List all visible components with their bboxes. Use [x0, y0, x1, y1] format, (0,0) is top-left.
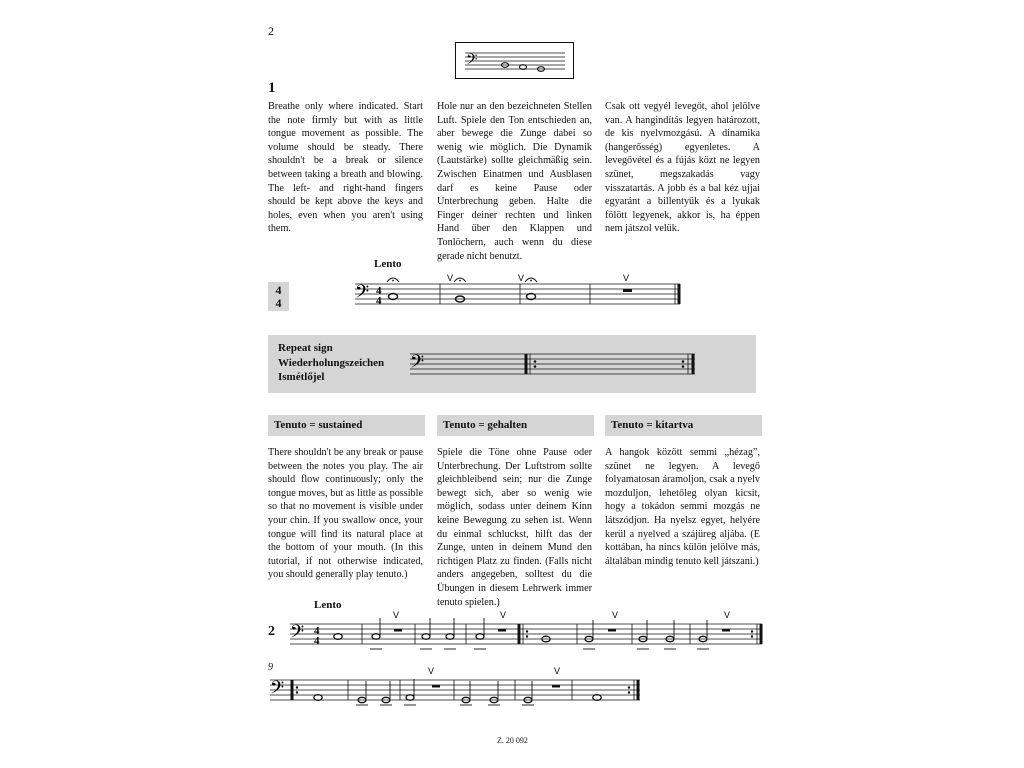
breath-mark: V: [724, 610, 731, 620]
exercise2-staff-system1: [290, 608, 770, 658]
breath-mark: V: [623, 273, 630, 283]
tenuto-hungarian: A hangok között semmi „hézag”, szünet ne legyen. A levegő folyamatosan áramoljon, csak a nyelv mozduljon, lehetőleg olyan kicsit, hogy a tokádon semmi mozgás ne látszódjon. Ha nyelsz egyet, helyére kerül a nyelved a szájüreg aljába. (E kottában, ha nincs külön jelölve más, általában mindig tenuto kell játszani.): [605, 447, 760, 567]
svg-text:𝄢: 𝄢: [290, 622, 305, 647]
range-staff-box: [455, 42, 575, 82]
svg-text:𝄢: 𝄢: [410, 352, 425, 377]
breath-mark: V: [500, 610, 507, 620]
exercise-number: 1: [268, 80, 276, 96]
repeat-sign-english: Repeat sign: [278, 342, 333, 354]
page-number: 2: [268, 24, 274, 38]
svg-text:𝄢: 𝄢: [466, 51, 478, 72]
breath-mark: V: [554, 666, 561, 676]
catalog-number: Z. 20 092: [497, 736, 528, 745]
breath-mark: V: [393, 610, 400, 620]
tenuto-heading-german: Tenuto = gehalten: [437, 415, 594, 436]
exercise1-staff: [355, 265, 755, 325]
exercise1-tempo: Lento: [374, 258, 402, 270]
breath-mark: V: [612, 610, 619, 620]
exercise2-number: 2: [268, 624, 275, 639]
svg-text:4: 4: [376, 285, 382, 297]
exercise2-staff-system2: [270, 666, 670, 716]
repeat-sign-hungarian: Ismétlőjel: [278, 371, 325, 383]
intro-english: Breathe only where indicated. Start the note firmly but with as little tongue movement as possible. The volume should be steady. There shouldn't be a break or silence between taking a breath and blowing. The left- and right-hand fingers should be kept above the keys and holes, even when you aren't using them.: [268, 101, 423, 235]
breath-mark: V: [447, 273, 454, 283]
tenuto-heading-hungarian: Tenuto = kitartva: [605, 415, 762, 436]
time-signature-box: [268, 282, 289, 311]
svg-text:4: 4: [314, 625, 320, 637]
svg-text:4: 4: [314, 635, 320, 647]
breath-mark: V: [428, 666, 435, 676]
svg-text:𝄢: 𝄢: [355, 282, 370, 307]
exercise2-tempo: Lento: [314, 599, 342, 611]
breath-mark: V: [518, 273, 525, 283]
tenuto-german: Spiele die Töne ohne Pause oder Unterbrechung. Der Luftstrom sollte gleichbleibend sein; nur die Zunge bewegt sich, aber so wenig wie möglich, sodass unter deinem Kinn keine Bewegung zu sehen ist. Wenn du einmal schluckst, hilft das der Zunge, unten in deinem Mund den richtigen Platz zu finden. (Falls nicht anders angegeben, solltest du die Übungen in diesem Lehrwerk immer tenuto spielen.): [437, 447, 592, 608]
svg-text:4: 4: [376, 295, 382, 307]
intro-hungarian: Csak ott vegyél levegőt, ahol jelölve van. A hangindítás legyen határozott, de kis nyelvmozgású. A dinamika (hangerősség) egyenletes. A levegővétel és a fújás közt ne legyen szünet, megszakadás vagy visszatartás. A jobb és a bal kéz ujjai egyaránt a billentyűk és a lyukak fölött legyenek, akkor is, ha éppen nem játszol velük.: [605, 101, 760, 235]
svg-text:𝄢: 𝄢: [270, 678, 285, 703]
time-sig-top: 4: [275, 283, 282, 297]
time-sig-bottom: 4: [275, 296, 282, 310]
intro-german: Hole nur an den bezeichneten Stellen Luft. Spiele den Ton entschieden an, aber bewege die Zunge dabei so wenig wie möglich. Die Dynamik (Lautstärke) sollte gleichmäßig sein. Zwischen Einatmen und Ausblasen darf es keine Pause oder Unterbrechung geben. Halte die Finger deiner rechten und linken Hand über den Klappen und Tonlöchern, auch wenn du diese gerade nicht benutzt.: [437, 101, 592, 262]
tenuto-heading-english: Tenuto = sustained: [268, 415, 425, 436]
tenuto-english: There shouldn't be any break or pause between the notes you play. The air should flow continuously; only the tongue moves, but as little as possible so that no movement is visible under your chin. If you swallow once, your tongue will find its natural place at the bottom of your mouth. (In this tutorial, if not otherwise indicated, you should generally play tenuto.): [268, 447, 423, 581]
repeat-sign-german: Wiederholungszeichen: [278, 356, 385, 369]
repeat-sign-labels: [278, 341, 384, 385]
repeat-sign-staff: [410, 345, 700, 385]
measure-number: 9: [268, 662, 273, 673]
